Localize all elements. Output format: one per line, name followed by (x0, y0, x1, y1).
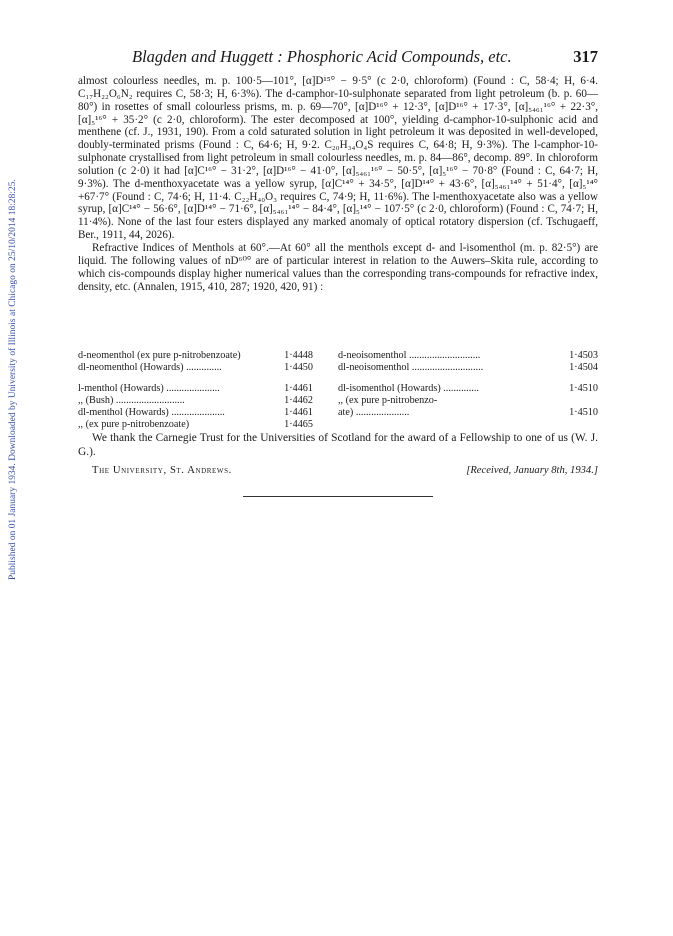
download-watermark-text: Published on 01 January 1934. Downloaded by University of Illinois at Chicago on 25/10/2014 18:28:25. (8, 179, 18, 580)
table-left-column (78, 350, 313, 432)
refractive-index-value: 1·4461 (284, 407, 313, 419)
page-number: 317 (573, 47, 598, 66)
compound-name: ate) ..................... (338, 407, 410, 419)
paragraph: Refractive Indices of Menthols at 60°.—At 60° all the menthols except d- and l-isomenthol (m. p. 82·5°) are liquid. The following values of nD⁶⁰° are of particular interest in relation to the Auwers–Skita rule, according to which cis-compounds display higher numerical values than the corresponding trans-compounds for refractive index, density, etc. (Annalen, 1915, 410, 287; 1920, 420, 91) : (78, 241, 598, 293)
table-row (78, 395, 313, 407)
refractive-index-value: 1·4510 (569, 382, 598, 394)
compound-name: dl-neoisomenthol ............................ (338, 362, 484, 374)
compound-name: l-menthol (Howards) ..................... (78, 382, 220, 394)
running-title: Blagden and Huggett : Phosphoric Acid Compounds, etc. (132, 47, 512, 66)
table-row (78, 419, 313, 431)
compound-name: dl-isomenthol (Howards) .............. (338, 382, 479, 394)
table-row (78, 407, 313, 419)
compound-name: ,, (ex pure p-nitrobenzoate) (78, 419, 190, 431)
article-body (78, 75, 598, 293)
table-row (78, 362, 313, 374)
table-row (338, 395, 598, 407)
acknowledgement (78, 432, 598, 459)
affiliation: The University, St. Andrews. (92, 465, 232, 476)
compound-name: d-neomenthol (ex pure p-nitrobenzoate) (78, 350, 241, 361)
refractive-index-value: 1·4462 (284, 394, 313, 406)
refractive-index-value: 1·4465 (284, 419, 313, 431)
refractive-index-value: 1·4450 (284, 362, 313, 374)
table-right-column (338, 350, 598, 419)
acknowledgement-text: We thank the Carnegie Trust for the Universities of Scotland for the award of a Fellowship to one of us (W. J. G.). (78, 432, 598, 458)
received-date: [Received, January 8th, 1934.] (466, 465, 598, 476)
table-row (338, 350, 598, 362)
compound-name: d-neoisomenthol ............................ (338, 350, 481, 361)
compound-name: dl-neomenthol (Howards) .............. (78, 362, 222, 374)
compound-name: ,, (Bush) ........................... (78, 394, 185, 406)
compound-name: ,, (ex pure p-nitrobenzo- (338, 394, 438, 406)
table-row (338, 362, 598, 374)
table-row (78, 383, 313, 395)
compound-name: dl-menthol (Howards) ..................... (78, 407, 225, 419)
refractive-index-value: 1·4510 (569, 407, 598, 419)
refractive-index-value: 1·4461 (284, 382, 313, 394)
download-watermark (0, 150, 16, 580)
refractive-index-value: 1·4504 (569, 362, 598, 374)
table-row (338, 383, 598, 395)
table-row (338, 407, 598, 419)
end-rule (243, 496, 433, 497)
page-header (132, 47, 598, 67)
paragraph: almost colourless needles, m. p. 100·5—101°, [α]D¹⁵° − 9·5° (c 2·0, chloroform) (Found : C, 58·4; H, 6·4. C₁₇H₂₂O₆N₂ requires C, 58·3; H, 6·3%). The d-camphor-10-sulphonate separated from light petroleum (b. p. 60—80°) in rosettes of small colourless prisms, m. p. 69—70°, [α]D¹⁶° + 12·3°, [α]D¹⁶° + 17·3°, [α]₅₄₆₁¹⁶° + 22·3°, [α]₅¹⁶° + 35·2° (c 2·0, chloroform). The ester decomposed at 100°, yielding d-camphor-10-sulphonic acid and menthene (cf. J., 1931, 190). From a cold saturated solution in light petroleum it was deposited in well-developed, doubly-terminated prisms (Found : C, 64·6; H, 9·2. C₂₀H₃₄O₄S requires C, 64·8; H, 9·3%). The l-camphor-10-sulphonate crystallised from light petroleum in small colourless needles, m. p. 84—86°, decomp. 89°. In chloroform solution (c 2·0) it had [α]C¹⁶° − 31·2°, [α]D¹⁶° − 41·0°, [α]₅₄₆₁¹⁶° − 50·5°, [α]₅¹⁶° − 70·8° (Found : C, 64·7; H, 9·3%). The d-menthoxyacetate was a yellow syrup, [α]C¹⁴° + 34·5°, [α]D¹⁴° + 43·6°, [α]₅₄₆₁¹⁴° + 51·4°, [α]₅¹⁴° +67·7° (Found : C, 74·6; H, 11·4. C₂₂H₄₀O₃ requires C, 74·9; H, 11·6%). The l-menthoxyacetate also was a yellow syrup, [α]C¹⁴° − 56·6°, [α]D¹⁴° − 71·6°, [α]₅₄₆₁¹⁴° − 84·4°, [α]₅¹⁴° − 107·5° (c 2·0, chloroform) (Found : C, 74·7; H, 11·4%). None of the last four esters displayed any marked anomaly of optical rotatory dispersion (cf. Tschugaeff, Ber., 1911, 44, 2026). (78, 75, 598, 242)
table-row (78, 350, 313, 362)
refractive-index-value: 1·4503 (569, 350, 598, 361)
refractive-index-value: 1·4448 (284, 350, 313, 361)
